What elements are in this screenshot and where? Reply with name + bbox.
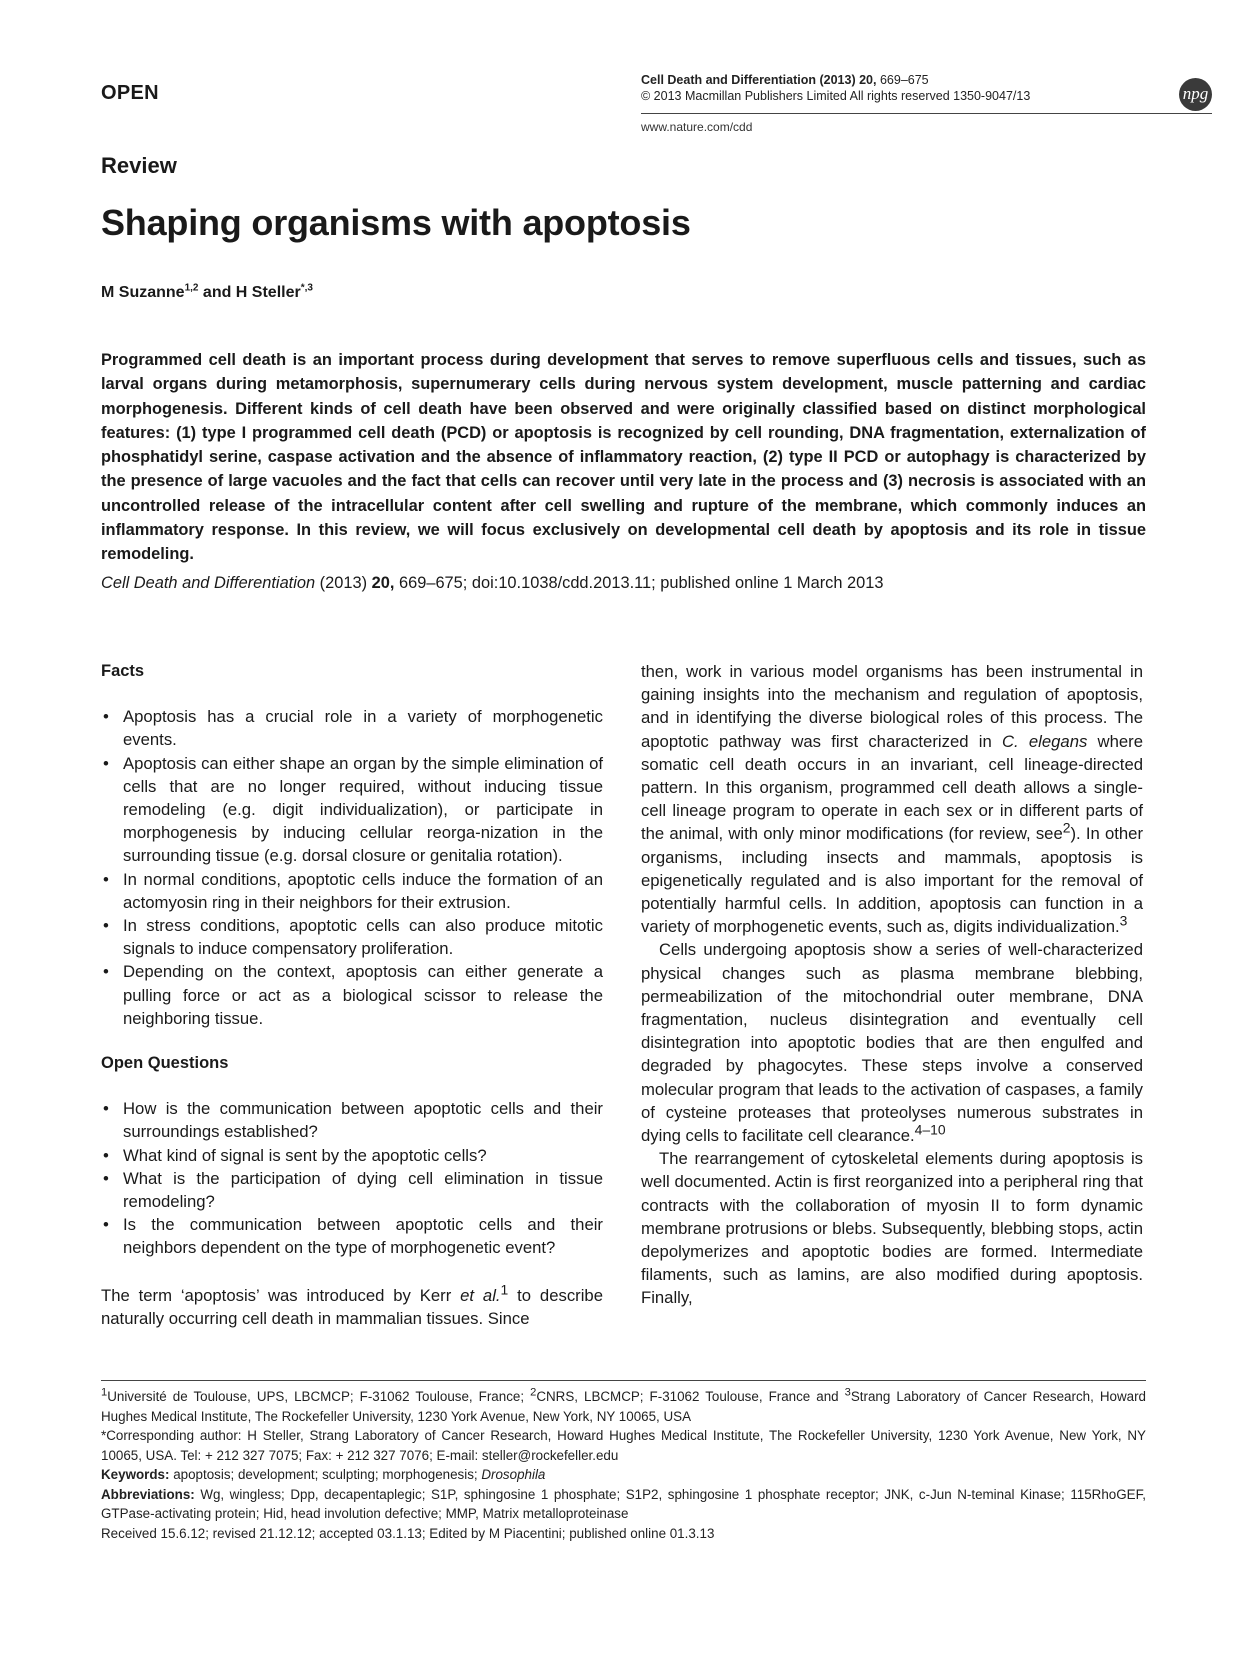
keywords-text: apoptosis; development; sculpting; morphogenesis; bbox=[169, 1467, 482, 1482]
publisher-logo: npg bbox=[1179, 78, 1212, 111]
footnote-rule bbox=[101, 1380, 1146, 1381]
keywords bbox=[101, 1465, 1146, 1485]
list-item: • In stress conditions, apoptotic cells can also produce mitotic signals to induce compensatory proliferation. bbox=[101, 914, 603, 960]
citation-year: (2013) bbox=[315, 574, 372, 592]
body-paragraph bbox=[101, 1281, 603, 1330]
affiliation-sup: 1 bbox=[101, 1386, 108, 1399]
citation-journal: Cell Death and Differentiation bbox=[101, 574, 316, 592]
citation-volume: 20, bbox=[371, 574, 395, 592]
abbreviations bbox=[101, 1485, 1146, 1524]
journal-website-link[interactable]: www.nature.com/cdd bbox=[641, 120, 753, 134]
body-text: et al. bbox=[460, 1285, 501, 1305]
keywords-label: Keywords: bbox=[101, 1467, 170, 1482]
body-paragraph: The rearrangement of cytoskeletal elements during apoptosis is well documented. Actin is first reorganized into a peripheral ring that contracts with the collaboration of myosin II to form dynamic membrane protrusions or blebs. Subsequently, blebbing stops, actin depolymerizes and apoptotic bodies are formed. Intermediate filaments, such as lamins, are also modified during apoptosis. Finally, bbox=[641, 1149, 1143, 1308]
list-item: • Apoptosis has a crucial role in a variety of morphogenetic events. bbox=[101, 705, 603, 751]
author-name: M Suzanne bbox=[101, 284, 185, 301]
body-paragraph bbox=[641, 938, 1143, 1147]
species-name: C. elegans bbox=[1001, 731, 1088, 751]
author-affiliation-sup: *,3 bbox=[300, 282, 313, 294]
author-name: and H Steller bbox=[198, 284, 301, 301]
abstract: Programmed cell death is an important process during development that serves to remove superfluous cells and tissues, such as larval organs during metamorphosis, supernumerary cells during nervous system development, muscle patterning and cardiac morphogenesis. Different kinds of cell death have been observed and were originally classified based on distinct morphological features: (1) type I programmed cell death (PCD) or apoptosis is recognized by cell rounding, DNA fragmentation, externalization of phosphatidyl serine, caspase activation and the absence of inflammatory reaction, (2) type II PCD or autophagy is characterized by the presence of large vacuoles and the fact that cells can recover until very late in the process and (3) necrosis is associated with an uncontrolled release of the intracellular content after cell swelling and rupture of the membrane, which commonly induces an inflammatory response. In this review, we will focus exclusively on developmental cell death by apoptosis and its role in tissue remodeling. bbox=[101, 351, 1146, 564]
body-text: ). In other organisms, including insects and mammals, apoptosis is epigenetically regulated and is also important for the removal of potentially harmful cells. In addition, apoptosis can function in a variety of morphogenetic events, such as, digits individualization. bbox=[641, 824, 1144, 937]
right-column bbox=[641, 660, 1143, 1310]
affiliation-text: CNRS, LBCMCP; F-31062 Toulouse, France and bbox=[536, 1389, 845, 1404]
keywords-text: Drosophila bbox=[481, 1467, 546, 1482]
citation-line bbox=[101, 574, 1146, 593]
journal-pages: 669–675 bbox=[879, 73, 929, 87]
reference-sup[interactable]: 2 bbox=[1062, 819, 1071, 836]
abbreviations-text: Wg, wingless; Dpp, decapentaplegic; S1P, sphingosine 1 phosphate; S1P2, sphingosine 1 phosphate receptor; JNK, c-Jun N-teminal Kinase; 115RhoGEF, GTPase-activating protein; Hid, head involution defective; MMP, Matrix metalloproteinase bbox=[101, 1486, 1146, 1521]
affiliation-text: Université de Toulouse, UPS, LBCMCP; F-31062 Toulouse, France; bbox=[107, 1389, 531, 1404]
facts-heading: Facts bbox=[101, 662, 145, 680]
open-questions-heading: Open Questions bbox=[101, 1054, 229, 1073]
citation-details: 669–675; doi:10.1038/cdd.2013.11; published online 1 March 2013 bbox=[394, 574, 884, 592]
received-dates: Received 15.6.12; revised 21.12.12; accepted 03.1.13; Edited by M Piacentini; published online 01.3.13 bbox=[101, 1525, 715, 1541]
body-text: The term ‘apoptosis’ was introduced by Kerr bbox=[101, 1285, 461, 1305]
corresponding-author: *Corresponding author: H Steller, Strang Laboratory of Cancer Research, Howard Hughes Medical Institute, The Rockefeller University, 1230 York Avenue, New York, NY 10065, USA. Tel: + 212 327 7075; Fax: + 212 327 7076; E-mail: steller@rockefeller.edu bbox=[101, 1428, 1146, 1463]
body-text: Cells undergoing apoptosis show a series of well-characterized physical changes such as plasma membrane blebbing, permeabilization of the mitochondrial outer membrane, DNA fragmentation, nucleus disintegration and eventually cell disintegration into apoptotic bodies that are then engulfed and degraded by phagocytes. These steps involve a conserved molecular program that leads to the activation of caspases, a family of cysteine proteases that proteolyses numerous substrates in dying cells to facilitate cell clearance. bbox=[641, 940, 1143, 1146]
body-text: to describe naturally occurring cell death in mammalian tissues. Since bbox=[101, 1285, 603, 1328]
reference-sup[interactable]: 3 bbox=[1119, 912, 1128, 929]
open-access-label: OPEN bbox=[101, 82, 159, 104]
affiliation-sup: 2 bbox=[530, 1386, 537, 1399]
affiliation-text: Strang Laboratory of Cancer Research, Howard Hughes Medical Institute, The Rockefeller University, 1230 York Avenue, New York, NY 10065, USA bbox=[101, 1389, 1146, 1424]
list-item: • Apoptosis can either shape an organ by the simple elimination of cells that are no longer required, without inducing tissue remodeling (e.g. digit individualization), or participate in morphogenesis by inducing cellular reorga-nization in the surrounding tissue (e.g. dorsal closure or genitalia rotation). bbox=[101, 752, 603, 868]
author-line bbox=[101, 284, 313, 302]
facts-list bbox=[101, 705, 603, 1030]
journal-info bbox=[641, 73, 1030, 104]
list-item: • What is the participation of dying cell elimination in tissue remodeling? bbox=[101, 1167, 603, 1213]
left-column bbox=[101, 660, 603, 1330]
list-item: • What kind of signal is sent by the apoptotic cells? bbox=[101, 1144, 603, 1167]
abbreviations-label: Abbreviations: bbox=[101, 1486, 195, 1502]
open-questions-list bbox=[101, 1097, 603, 1259]
list-item: • Depending on the context, apoptosis can either generate a pulling force or act as a biological scissor to release the neighboring tissue. bbox=[101, 960, 603, 1030]
body-text: where somatic cell death occurs in an invariant, cell lineage-directed pattern. In this organism, programmed cell death allows a single-cell lineage program to operate in each sex or in different parts of the animal, with only minor modifications (for review, see bbox=[641, 731, 1144, 844]
affiliation-sup: 3 bbox=[844, 1386, 851, 1399]
article-section-label: Review bbox=[101, 153, 177, 178]
body-paragraph bbox=[641, 660, 1143, 938]
body-text: then, work in various model organisms has been instrumental in gaining insights into the mechanism and regulation of apoptosis, and in identifying the diverse biological roles of this process. The apoptotic pathway was first characterized in bbox=[641, 662, 1143, 751]
footnotes bbox=[101, 1387, 1146, 1543]
list-item: • How is the communication between apoptotic cells and their surroundings established? bbox=[101, 1097, 603, 1143]
article-title: Shaping organisms with apoptosis bbox=[101, 202, 691, 243]
reference-sup[interactable]: 4–10 bbox=[914, 1121, 946, 1138]
author-affiliation-sup: 1,2 bbox=[184, 282, 199, 294]
header-rule bbox=[641, 113, 1212, 114]
reference-sup[interactable]: 1 bbox=[500, 1281, 509, 1298]
affiliations bbox=[101, 1387, 1146, 1426]
list-item: • In normal conditions, apoptotic cells induce the formation of an actomyosin ring in their neighbors for their extrusion. bbox=[101, 868, 603, 914]
copyright-line: © 2013 Macmillan Publishers Limited All rights reserved 1350-9047/13 bbox=[641, 88, 1031, 103]
list-item: • Is the communication between apoptotic cells and their neighbors dependent on the type of morphogenetic event? bbox=[101, 1213, 603, 1259]
journal-name: Cell Death and Differentiation (2013) 20, bbox=[641, 73, 877, 87]
